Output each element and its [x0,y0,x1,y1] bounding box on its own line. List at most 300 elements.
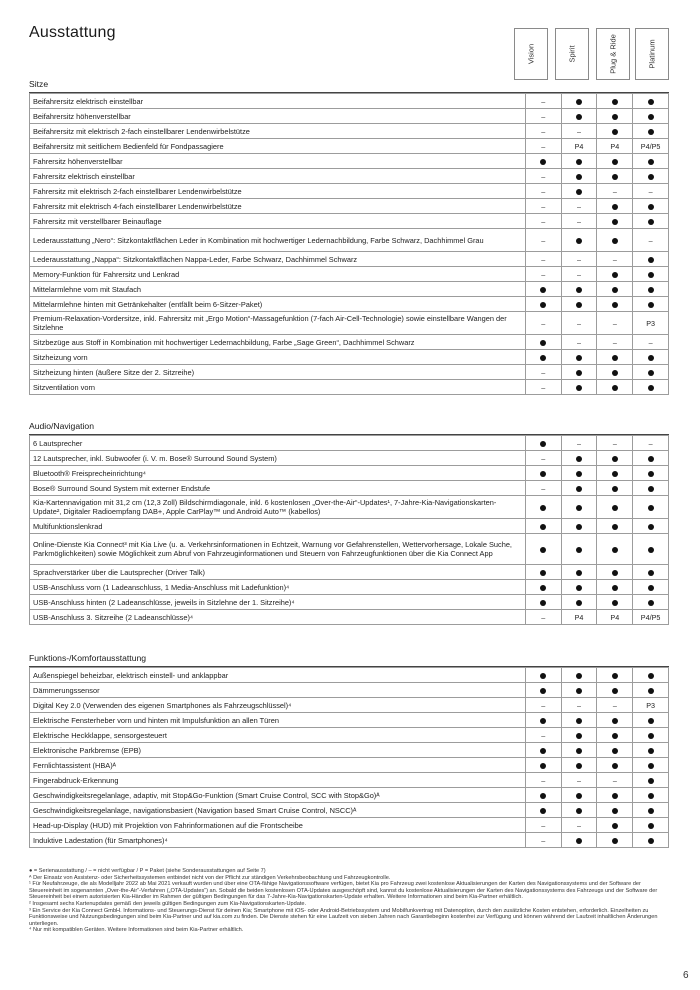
not-available-mark: – [541,216,546,226]
standard-dot-icon [612,385,618,391]
not-available-mark: – [612,254,617,264]
table-row [30,743,669,758]
standard-dot-icon [612,456,618,462]
feature-label: 12 Lautsprecher, inkl. Subwoofer (i. V. m. Bose® Surround Sound System) [30,451,526,466]
standard-dot-icon [648,370,654,376]
standard-dot-icon [540,355,546,361]
standard-dot-icon [612,547,618,553]
standard-dot-icon [540,159,546,165]
feature-label: Lederausstattung „Nero“: Sitzkontaktflächen Leder in Kombination mit hochwertiger Ledernachbildung, Farbe Schwarz, Dachhimmel Grau [30,229,526,252]
standard-dot-icon [576,763,582,769]
availability-cell [525,282,561,297]
availability-cell [633,154,669,169]
feature-label: Elektrische Fensterheber vorn und hinten mit Impulsfunktion an allen Türen [30,713,526,728]
availability-cell [561,282,597,297]
availability-cell [633,668,669,683]
standard-dot-icon [612,129,618,135]
standard-dot-icon [648,733,654,739]
standard-dot-icon [612,272,618,278]
availability-cell [633,335,669,350]
standard-dot-icon [540,793,546,799]
availability-cell [597,758,633,773]
availability-cell [561,297,597,312]
availability-cell [597,229,633,252]
not-available-mark: – [577,820,582,830]
standard-dot-icon [576,808,582,814]
table-row [30,335,669,350]
standard-dot-icon [612,585,618,591]
standard-dot-icon [576,370,582,376]
availability-cell [597,610,633,625]
feature-label: Elektronische Parkbremse (EPB) [30,743,526,758]
not-available-mark: – [577,700,582,710]
table-row [30,199,669,214]
availability-cell [597,214,633,229]
feature-label: Fingerabdruck-Erkennung [30,773,526,788]
availability-cell [633,199,669,214]
availability-cell [633,124,669,139]
availability-cell [597,109,633,124]
availability-cell [633,312,669,335]
availability-cell [561,788,597,803]
feature-label: Fahrersitz elektrisch einstellbar [30,169,526,184]
feature-label: Beifahrersitz elektrisch einstellbar [30,94,526,109]
availability-cell [597,496,633,519]
feature-label: Fahrersitz mit elektrisch 4-fach einstellbarer Lendenwirbelstütze [30,199,526,214]
feature-label: Elektrische Heckklappe, sensorgesteuert [30,728,526,743]
availability-cell [633,683,669,698]
section-sitze [29,79,669,395]
standard-dot-icon [576,748,582,754]
not-available-mark: – [577,438,582,448]
not-available-mark: – [541,367,546,377]
section-komfortausstattung [29,653,669,848]
standard-dot-icon [540,570,546,576]
availability-cell [597,252,633,267]
footnote: ³ Ein Service der Kia Connect GmbH. Informations- und Steuerungs-Dienst für deinen Kia; Smartphone mit iOS- oder Android-Betriebssystem und Mobilfunkvertrag mit Datenoption, durch den zusätzliche Kosten entstehen, erforderlich. Einzelheiten zu Funktionsweise und Nutzungsbedingungen sind beim Kia-Partner und auf kia.com zu finden. Die Dienste stehen für eine Laufzeit von sieben Jahren nach Garantiebeginn kostenfrei zur Verfügung und können während der Laufzeit inhaltlichen Änderungen unterliegen. [29,907,658,927]
availability-cell [561,519,597,534]
availability-cell [561,124,597,139]
feature-label: Sprachverstärker über die Lautsprecher (Driver Talk) [30,565,526,580]
standard-dot-icon [612,159,618,165]
availability-cell [525,199,561,214]
footnote: ⁴ Nur mit kompatiblen Geräten. Weitere Informationen sind beim Kia-Partner erhältlich. [29,927,244,934]
availability-cell [633,436,669,451]
standard-dot-icon [648,272,654,278]
standard-dot-icon [648,99,654,105]
feature-label: USB-Anschluss vorn (1 Ladeanschluss, 1 Media-Anschluss mit Ladefunktion)⁴ [30,580,526,595]
table-row [30,481,669,496]
availability-cell [633,788,669,803]
availability-cell [597,595,633,610]
column-header-platinum: Platinum [635,28,669,80]
not-available-mark: – [541,318,546,328]
table-row [30,267,669,282]
availability-cell [597,436,633,451]
standard-dot-icon [612,793,618,799]
availability-cell [561,214,597,229]
not-available-mark: – [541,171,546,181]
table-row [30,380,669,395]
feature-label: Multifunktionslenkrad [30,519,526,534]
footnotes [29,868,669,934]
standard-dot-icon [576,505,582,511]
table-row [30,124,669,139]
standard-dot-icon [648,114,654,120]
availability-cell [597,451,633,466]
column-header-spirit: Spirit [555,28,589,80]
availability-cell [525,466,561,481]
standard-dot-icon [540,302,546,308]
footnote: ● = Serienausstattung / – = nicht verfügbar / P = Paket (siehe Sonderausstattungen auf Seite 7) [29,868,266,874]
availability-cell [525,154,561,169]
feature-label: Fahrersitz mit verstellbarer Beinauflage [30,214,526,229]
standard-dot-icon [576,718,582,724]
availability-cell [633,109,669,124]
section-title: Sitze [29,79,669,93]
availability-cell [561,833,597,848]
availability-cell [597,481,633,496]
package-code: P4 [610,141,620,151]
table-row [30,312,669,335]
table-row [30,580,669,595]
standard-dot-icon [648,524,654,530]
availability-cell [633,94,669,109]
not-available-mark: – [577,318,582,328]
availability-cell [525,743,561,758]
standard-dot-icon [576,287,582,293]
availability-cell [633,214,669,229]
not-available-mark: – [541,235,546,245]
standard-dot-icon [612,823,618,829]
not-available-mark: – [577,337,582,347]
standard-dot-icon [648,159,654,165]
availability-cell [525,94,561,109]
availability-cell [525,436,561,451]
table-row [30,466,669,481]
not-available-mark: – [541,201,546,211]
table-row [30,713,669,728]
table-row [30,109,669,124]
availability-cell [633,713,669,728]
standard-dot-icon [648,688,654,694]
standard-dot-icon [540,340,546,346]
feature-label: Außenspiegel beheizbar, elektrisch einstell- und anklappbar [30,668,526,683]
not-available-mark: – [541,126,546,136]
table-row [30,365,669,380]
availability-cell [561,350,597,365]
column-header-vision: Vision [514,28,548,80]
availability-cell [561,436,597,451]
availability-cell [597,519,633,534]
standard-dot-icon [576,547,582,553]
feature-label: Kia-Kartennavigation mit 31,2 cm (12,3 Zoll) Bildschirmdiagonale, inkl. 6 kostenlosen „Over-the-Air“-Updates¹, 7-Jahre-Kia-Navigationskarten-Update², Digitaler Radioempfang DAB+, Apple CarPlay™ und Android Auto™ (kabellos) [30,496,526,519]
availability-cell [597,199,633,214]
standard-dot-icon [576,174,582,180]
footnote: ¹ Für Neufahrzeuge, die als Modelljahr 2022 ab Mai 2021 verkauft wurden und über eine OTA-fähige Navigationssoftware verfügen, bietet Kia pro Fahrzeug zwei kostenlose Aktualisierungen der Karten des Navigationssystems und der Software der Steuereinheit im sogenannten „Over-the-Air“-Verfahren („OTA-Updates“) an. Sobald die beiden kostenlosen OTA-Updates ausgeschöpft sind, kannst du kostenlose Aktualisierungen der Karten des Navigationssystems des Fahrzeugs und der Software der Steuereinheit bei einem autorisierten Kia-Händler im Rahmen der gültigen Bedingungen für das 7-Jahre-Kia-Navigationskarten-Update erhalten. Weitere Informationen sind beim Kia-Partner erhältlich. [29,881,658,901]
feature-label: Beifahrersitz höhenverstellbar [30,109,526,124]
not-available-mark: – [577,269,582,279]
standard-dot-icon [576,385,582,391]
not-available-mark: – [612,700,617,710]
availability-cell [597,818,633,833]
standard-dot-icon [576,355,582,361]
standard-dot-icon [576,456,582,462]
availability-cell [525,728,561,743]
feature-label: USB-Anschluss hinten (2 Ladeanschlüsse, jeweils in Sitzlehne der 1. Sitzreihe)⁴ [30,595,526,610]
availability-cell [597,565,633,580]
table-row [30,229,669,252]
standard-dot-icon [612,174,618,180]
availability-cell [633,252,669,267]
standard-dot-icon [612,748,618,754]
feature-label: Fahrersitz mit elektrisch 2-fach einstellbarer Lendenwirbelstütze [30,184,526,199]
package-code: P4 [610,612,620,622]
availability-cell [633,833,669,848]
availability-cell [597,728,633,743]
table-row [30,350,669,365]
availability-cell [561,335,597,350]
not-available-mark: – [612,438,617,448]
table-row [30,698,669,713]
not-available-mark: – [541,96,546,106]
footnote: ᴬ Der Einsatz von Assistenz- oder Sicherheitssystemen entbindet nicht von der Pflicht zur ständigen Verkehrsbeobachtung und Fahrzeugkontrolle. [29,874,391,881]
feature-label: USB-Anschluss 3. Sitzreihe (2 Ladeanschlüsse)⁴ [30,610,526,625]
feature-label: Premium-Relaxation-Vordersitze, inkl. Fahrersitz mit „Ergo Motion“-Massagefunktion (7-fach Air-Cell-Technologie) sowie einstellbare Wangen der Sitzlehne [30,312,526,335]
availability-cell [525,139,561,154]
availability-cell [597,803,633,818]
standard-dot-icon [648,486,654,492]
standard-dot-icon [648,355,654,361]
feature-label: Bose® Surround Sound System mit externer Endstufe [30,481,526,496]
availability-cell [525,610,561,625]
section-audio-navigation [29,421,669,625]
feature-table [29,93,669,395]
standard-dot-icon [540,471,546,477]
table-row [30,169,669,184]
feature-label: Mittelarmlehne vorn mit Staufach [30,282,526,297]
availability-cell [561,496,597,519]
availability-cell [525,451,561,466]
availability-cell [597,833,633,848]
availability-cell [561,580,597,595]
availability-cell [597,139,633,154]
feature-label: Geschwindigkeitsregelanlage, adaptiv, mit Stop&Go-Funktion (Smart Cruise Control, SCC with Stop&Go)ᴬ [30,788,526,803]
availability-cell [633,595,669,610]
feature-label: Geschwindigkeitsregelanlage, navigationsbasiert (Navigation based Smart Cruise Control, NSCC)ᴬ [30,803,526,818]
availability-cell [525,496,561,519]
standard-dot-icon [540,718,546,724]
table-row [30,818,669,833]
availability-cell [561,565,597,580]
standard-dot-icon [648,808,654,814]
availability-cell [525,534,561,565]
availability-cell [525,788,561,803]
not-available-mark: – [541,483,546,493]
availability-cell [561,229,597,252]
standard-dot-icon [648,471,654,477]
availability-cell [525,252,561,267]
availability-cell [633,610,669,625]
availability-cell [597,788,633,803]
standard-dot-icon [576,189,582,195]
table-row [30,833,669,848]
standard-dot-icon [612,471,618,477]
availability-cell [633,297,669,312]
standard-dot-icon [576,99,582,105]
table-row [30,252,669,267]
availability-cell [597,365,633,380]
availability-cell [561,94,597,109]
availability-cell [561,683,597,698]
availability-cell [597,380,633,395]
standard-dot-icon [540,547,546,553]
availability-cell [633,481,669,496]
feature-table [29,435,669,625]
availability-cell [561,758,597,773]
availability-cell [633,580,669,595]
standard-dot-icon [576,302,582,308]
table-row [30,154,669,169]
availability-cell [561,713,597,728]
availability-cell [525,519,561,534]
standard-dot-icon [540,748,546,754]
not-available-mark: – [648,438,653,448]
not-available-mark: – [577,254,582,264]
availability-cell [525,109,561,124]
feature-label: Fahrersitz höhenverstellbar [30,154,526,169]
availability-cell [597,580,633,595]
availability-cell [633,728,669,743]
standard-dot-icon [648,793,654,799]
availability-cell [633,818,669,833]
standard-dot-icon [648,204,654,210]
standard-dot-icon [612,287,618,293]
availability-cell [561,184,597,199]
availability-cell [561,728,597,743]
standard-dot-icon [612,570,618,576]
standard-dot-icon [612,355,618,361]
availability-cell [633,773,669,788]
standard-dot-icon [540,524,546,530]
package-code: P3 [646,318,655,328]
availability-cell [525,803,561,818]
availability-cell [597,743,633,758]
package-code: P4/P5 [640,141,661,151]
not-available-mark: – [541,269,546,279]
standard-dot-icon [612,838,618,844]
availability-cell [561,610,597,625]
availability-cell [561,365,597,380]
availability-cell [525,267,561,282]
feature-label: Digital Key 2.0 (Verwenden des eigenen Smartphones als Fahrzeugschlüssel)⁴ [30,698,526,713]
table-row [30,496,669,519]
availability-cell [633,350,669,365]
availability-cell [561,199,597,214]
table-row [30,728,669,743]
availability-cell [561,380,597,395]
availability-cell [597,297,633,312]
availability-cell [633,139,669,154]
feature-label: 6 Lautsprecher [30,436,526,451]
not-available-mark: – [612,337,617,347]
standard-dot-icon [648,718,654,724]
footnote: ² Insgesamt sechs Kartenupdates gemäß den jeweils gültigen Bedingungen zum Kia-Navigationskarten-Update. [29,900,307,907]
table-row [30,519,669,534]
availability-cell [525,565,561,580]
standard-dot-icon [612,99,618,105]
standard-dot-icon [648,129,654,135]
availability-cell [561,451,597,466]
feature-label: Head-up-Display (HUD) mit Projektion von Fahrinformationen auf die Frontscheibe [30,818,526,833]
section-title: Funktions-/Komfortausstattung [29,653,669,667]
feature-label: Memory-Funktion für Fahrersitz und Lenkrad [30,267,526,282]
standard-dot-icon [612,673,618,679]
standard-dot-icon [612,688,618,694]
standard-dot-icon [648,570,654,576]
standard-dot-icon [612,238,618,244]
standard-dot-icon [648,673,654,679]
availability-cell [525,169,561,184]
availability-cell [525,818,561,833]
standard-dot-icon [576,159,582,165]
availability-cell [597,350,633,365]
availability-cell [561,668,597,683]
feature-label: Fernlichtassistent (HBA)ᴬ [30,758,526,773]
standard-dot-icon [648,287,654,293]
availability-cell [597,335,633,350]
table-row [30,282,669,297]
availability-cell [525,350,561,365]
not-available-mark: – [612,318,617,328]
not-available-mark: – [541,700,546,710]
not-available-mark: – [541,111,546,121]
feature-label: Beifahrersitz mit seitlichem Bedienfeld für Fondpassagiere [30,139,526,154]
table-row [30,184,669,199]
availability-cell [633,519,669,534]
table-row [30,610,669,625]
availability-cell [633,184,669,199]
table-row [30,668,669,683]
availability-cell [633,451,669,466]
availability-cell [561,466,597,481]
availability-cell [561,154,597,169]
standard-dot-icon [648,778,654,784]
not-available-mark: – [541,382,546,392]
not-available-mark: – [541,820,546,830]
standard-dot-icon [576,238,582,244]
standard-dot-icon [540,808,546,814]
not-available-mark: – [612,775,617,785]
standard-dot-icon [612,600,618,606]
availability-cell [561,267,597,282]
availability-cell [525,773,561,788]
standard-dot-icon [648,748,654,754]
standard-dot-icon [540,688,546,694]
not-available-mark: – [541,254,546,264]
not-available-mark: – [541,141,546,151]
standard-dot-icon [612,302,618,308]
standard-dot-icon [612,219,618,225]
availability-cell [597,698,633,713]
standard-dot-icon [648,838,654,844]
availability-cell [525,668,561,683]
table-row [30,214,669,229]
availability-cell [597,668,633,683]
availability-cell [633,229,669,252]
standard-dot-icon [576,585,582,591]
availability-cell [633,496,669,519]
